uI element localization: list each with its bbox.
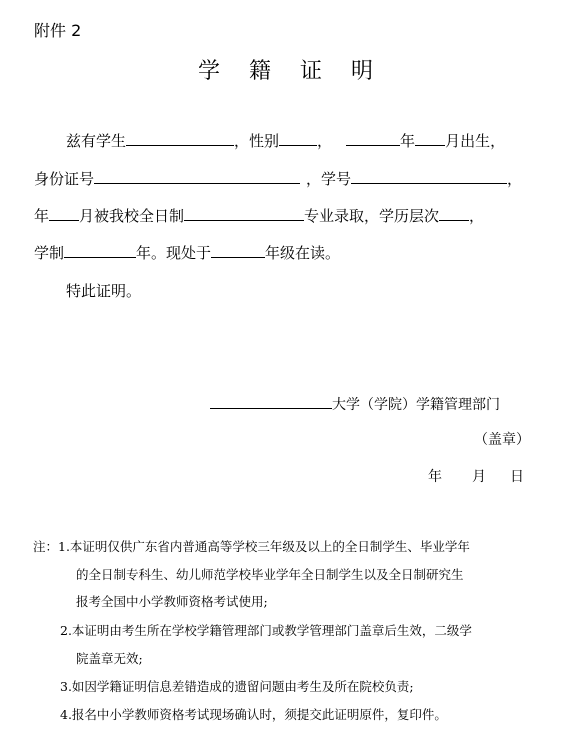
blank-major[interactable]	[184, 220, 304, 221]
date-month-label: 月	[472, 469, 486, 485]
blank-student-name[interactable]	[126, 145, 234, 146]
blank-birth-year[interactable]	[346, 145, 400, 146]
text-month-born: 月出生，	[445, 132, 506, 150]
note-2-line-2: 院盖章无效;	[76, 651, 143, 666]
document-title: 学 籍 证 明	[198, 59, 384, 84]
signature-date	[428, 467, 524, 487]
body-line-2	[34, 169, 522, 189]
text-year: 年	[400, 132, 416, 150]
text-currently-in: 年。现处于	[136, 244, 212, 262]
body-line-1	[66, 131, 505, 151]
signature-department	[210, 395, 500, 415]
blank-gender[interactable]	[279, 145, 317, 146]
text-student: 兹有学生	[66, 132, 127, 150]
closing-text: 特此证明。	[66, 282, 142, 300]
text-id-number: 身份证号	[34, 170, 95, 188]
blank-university[interactable]	[210, 408, 332, 409]
blank-birth-month[interactable]	[415, 145, 445, 146]
blank-student-number[interactable]	[351, 183, 507, 184]
text-department: 大学（学院）学籍管理部门	[332, 397, 500, 413]
date-day-label: 日	[510, 469, 524, 485]
notes-prefix: 注：	[33, 539, 59, 554]
blank-schooling-length[interactable]	[64, 257, 136, 258]
body-line-3	[34, 206, 484, 226]
note-3: 3.如因学籍证明信息差错造成的遗留问题由考生及所在院校负责;	[60, 679, 414, 694]
note-1-line-1: 1.本证明仅供广东省内普通高等学校三年级及以上的全日制学生、毕业学年	[58, 539, 470, 554]
blank-grade[interactable]	[211, 257, 265, 258]
attachment-label: 附件 2	[34, 21, 82, 40]
text-gender: ，性别	[234, 132, 280, 150]
text-comma: ，	[317, 132, 333, 150]
body-line-4	[34, 243, 340, 263]
text-grade-enrolled: 年级在读。	[265, 244, 341, 262]
text-year-2: 年	[34, 207, 50, 225]
note-2-line-1: 2.本证明由考生所在学校学籍管理部门或教学管理部门盖章后生效，二级学	[60, 623, 472, 638]
note-1-line-2: 的全日制专科生、幼儿师范学校毕业学年全日制学生以及全日制研究生	[76, 567, 464, 582]
blank-degree-level[interactable]	[439, 220, 469, 221]
text-comma-2: ，	[507, 170, 523, 188]
text-schooling-length: 学制	[34, 244, 65, 262]
note-4: 4.报名中小学教师资格考试现场确认时，须提交此证明原件，复印件。	[60, 707, 447, 722]
blank-id-number[interactable]	[94, 183, 300, 184]
text-enrolled: 月被我校全日制	[79, 207, 185, 225]
date-year-label: 年	[428, 469, 442, 485]
blank-enroll-year[interactable]	[49, 220, 79, 221]
note-1-line-3: 报考全国中小学教师资格考试使用;	[76, 594, 268, 609]
seal-label: （盖章）	[474, 432, 530, 448]
text-student-number: ，学号	[306, 170, 352, 188]
text-degree-level: 专业录取，学历层次	[304, 207, 440, 225]
text-comma-3: ，	[469, 207, 485, 225]
